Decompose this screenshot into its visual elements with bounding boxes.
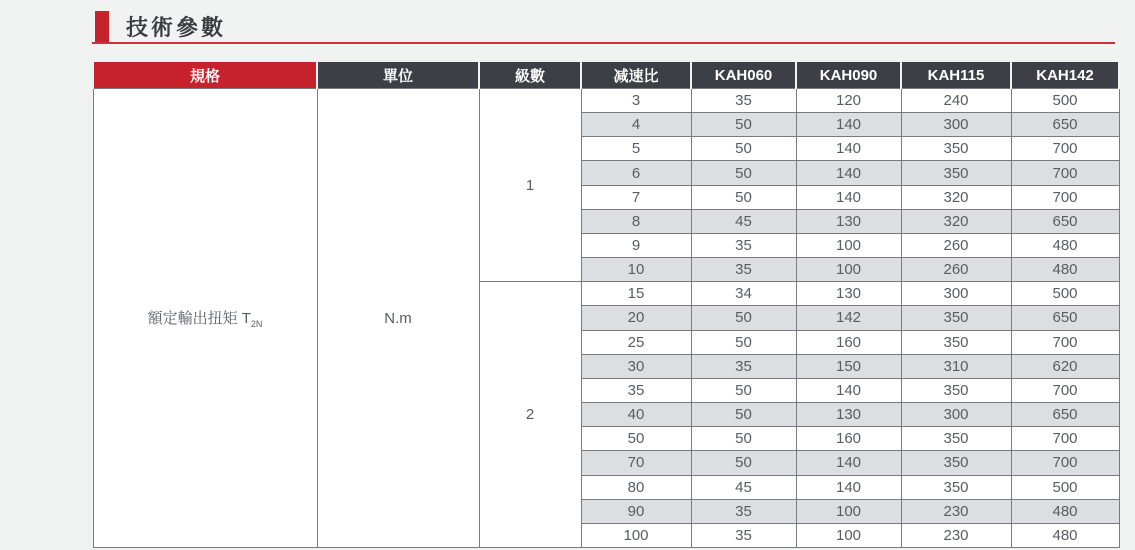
value-cell: 140 <box>796 378 901 402</box>
value-cell: 700 <box>1011 378 1119 402</box>
value-cell: 35 <box>691 354 796 378</box>
value-cell: 120 <box>796 89 901 113</box>
ratio-cell: 9 <box>581 233 691 257</box>
value-cell: 150 <box>796 354 901 378</box>
value-cell: 50 <box>691 185 796 209</box>
value-cell: 140 <box>796 451 901 475</box>
ratio-cell: 6 <box>581 161 691 185</box>
section-header <box>95 11 226 42</box>
value-cell: 50 <box>691 306 796 330</box>
value-cell: 350 <box>901 427 1011 451</box>
ratio-cell: 7 <box>581 185 691 209</box>
ratio-cell: 5 <box>581 137 691 161</box>
value-cell: 100 <box>796 233 901 257</box>
value-cell: 300 <box>901 282 1011 306</box>
ratio-cell: 20 <box>581 306 691 330</box>
ratio-cell: 30 <box>581 354 691 378</box>
value-cell: 260 <box>901 233 1011 257</box>
value-cell: 35 <box>691 258 796 282</box>
value-cell: 300 <box>901 403 1011 427</box>
value-cell: 500 <box>1011 89 1119 113</box>
value-cell: 140 <box>796 475 901 499</box>
value-cell: 142 <box>796 306 901 330</box>
value-cell: 500 <box>1011 475 1119 499</box>
value-cell: 350 <box>901 306 1011 330</box>
value-cell: 50 <box>691 113 796 137</box>
ratio-cell: 35 <box>581 378 691 402</box>
value-cell: 240 <box>901 89 1011 113</box>
value-cell: 700 <box>1011 185 1119 209</box>
ratio-cell: 15 <box>581 282 691 306</box>
value-cell: 50 <box>691 451 796 475</box>
header-row <box>93 62 1119 89</box>
value-cell: 650 <box>1011 306 1119 330</box>
value-cell: 100 <box>796 258 901 282</box>
value-cell: 260 <box>901 258 1011 282</box>
spec-subscript: 2N <box>250 319 263 329</box>
value-cell: 100 <box>796 523 901 547</box>
value-cell: 35 <box>691 523 796 547</box>
value-cell: 700 <box>1011 330 1119 354</box>
col-header-級數: 級數 <box>479 62 581 89</box>
value-cell: 35 <box>691 233 796 257</box>
col-header-單位: 單位 <box>317 62 479 89</box>
unit-cell: N.m <box>317 89 479 548</box>
value-cell: 50 <box>691 330 796 354</box>
value-cell: 130 <box>796 209 901 233</box>
table-header <box>93 62 1119 89</box>
section-title: 技術參數 <box>126 15 227 40</box>
ratio-cell: 50 <box>581 427 691 451</box>
value-cell: 140 <box>796 113 901 137</box>
ratio-cell: 25 <box>581 330 691 354</box>
value-cell: 700 <box>1011 137 1119 161</box>
value-cell: 350 <box>901 161 1011 185</box>
value-cell: 350 <box>901 137 1011 161</box>
value-cell: 700 <box>1011 161 1119 185</box>
red-square-marker <box>95 11 109 42</box>
ratio-cell: 10 <box>581 258 691 282</box>
col-header-規格: 規格 <box>93 62 317 89</box>
value-cell: 230 <box>901 499 1011 523</box>
ratio-cell: 80 <box>581 475 691 499</box>
table-row <box>93 89 1119 113</box>
value-cell: 100 <box>796 499 901 523</box>
technical-parameters-table <box>92 62 1120 548</box>
value-cell: 700 <box>1011 451 1119 475</box>
value-cell: 480 <box>1011 258 1119 282</box>
value-cell: 160 <box>796 330 901 354</box>
stage-cell-2: 2 <box>479 282 581 548</box>
value-cell: 45 <box>691 209 796 233</box>
value-cell: 50 <box>691 403 796 427</box>
value-cell: 50 <box>691 161 796 185</box>
col-header-kah115: KAH115 <box>901 62 1011 89</box>
value-cell: 140 <box>796 161 901 185</box>
col-header-kah142: KAH142 <box>1011 62 1119 89</box>
value-cell: 350 <box>901 475 1011 499</box>
value-cell: 480 <box>1011 233 1119 257</box>
ratio-cell: 8 <box>581 209 691 233</box>
ratio-cell: 3 <box>581 89 691 113</box>
stage-cell-1: 1 <box>479 89 581 282</box>
value-cell: 35 <box>691 89 796 113</box>
spec-label: 額定輸出扭矩 T <box>147 310 251 327</box>
value-cell: 310 <box>901 354 1011 378</box>
value-cell: 320 <box>901 209 1011 233</box>
title-underline <box>92 42 1115 44</box>
value-cell: 34 <box>691 282 796 306</box>
value-cell: 500 <box>1011 282 1119 306</box>
spec-cell <box>93 89 317 548</box>
col-header-kah090: KAH090 <box>796 62 901 89</box>
table-body <box>93 89 1119 548</box>
col-header-减速比: 减速比 <box>581 62 691 89</box>
col-header-kah060: KAH060 <box>691 62 796 89</box>
value-cell: 480 <box>1011 523 1119 547</box>
value-cell: 650 <box>1011 209 1119 233</box>
value-cell: 300 <box>901 113 1011 137</box>
ratio-cell: 100 <box>581 523 691 547</box>
value-cell: 650 <box>1011 403 1119 427</box>
value-cell: 480 <box>1011 499 1119 523</box>
value-cell: 350 <box>901 451 1011 475</box>
value-cell: 320 <box>901 185 1011 209</box>
value-cell: 140 <box>796 185 901 209</box>
ratio-cell: 70 <box>581 451 691 475</box>
value-cell: 50 <box>691 137 796 161</box>
value-cell: 350 <box>901 378 1011 402</box>
ratio-cell: 4 <box>581 113 691 137</box>
value-cell: 140 <box>796 137 901 161</box>
value-cell: 650 <box>1011 113 1119 137</box>
ratio-cell: 40 <box>581 403 691 427</box>
value-cell: 50 <box>691 378 796 402</box>
value-cell: 350 <box>901 330 1011 354</box>
ratio-cell: 90 <box>581 499 691 523</box>
value-cell: 130 <box>796 403 901 427</box>
value-cell: 130 <box>796 282 901 306</box>
value-cell: 620 <box>1011 354 1119 378</box>
value-cell: 160 <box>796 427 901 451</box>
value-cell: 50 <box>691 427 796 451</box>
value-cell: 700 <box>1011 427 1119 451</box>
value-cell: 230 <box>901 523 1011 547</box>
value-cell: 35 <box>691 499 796 523</box>
value-cell: 45 <box>691 475 796 499</box>
